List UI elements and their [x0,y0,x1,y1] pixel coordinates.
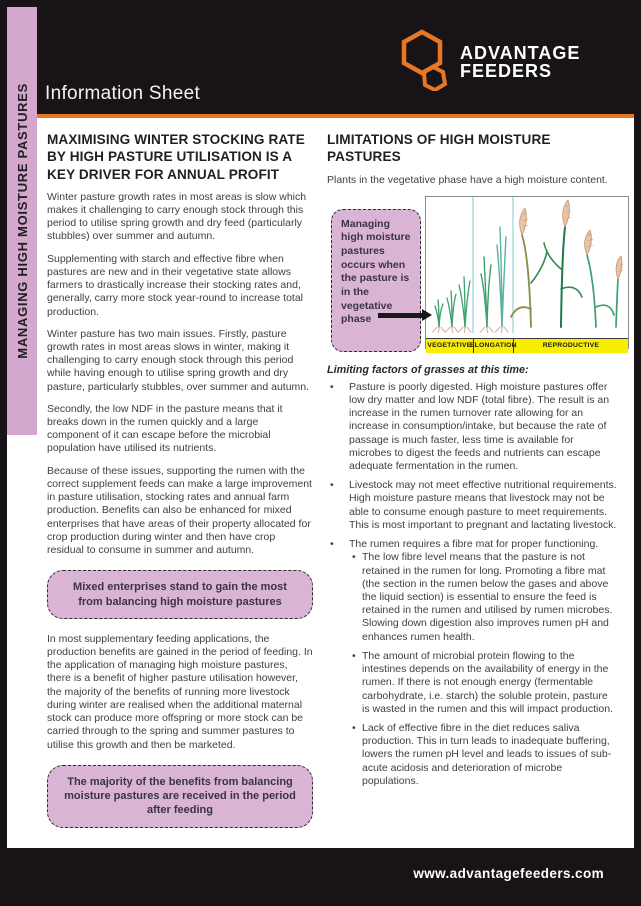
masthead [37,7,634,118]
sidebar-banner [7,7,37,435]
paragraph: Because of these issues, supporting the rumen with the correct supplement feeds can make a large improvement in pasture utilisation, stocking rates and annual farm production. Benefits can also be enhanced for mixed enterprises that have areas of their property allocated for crop production during winter and then have crop residual to consume in summer and autumn. [47,464,312,556]
pasture-stages-illustration [425,196,629,349]
bullet-item: • Pasture is poorly digested. High moisture pastures offer low dry matter and low NDF (total fibre). The result is an increase in the rumen turnover rate allowing for an increase in consumption/intake, but because the rate of passage is much faster, less time is available for microbes to digest the feeds and nutrients can escape adequate fermentation in the rumen. [327,381,617,474]
content-area [7,118,634,848]
page-title: Information Sheet [45,83,201,104]
sidebar-vertical-label: MANAGING HIGH MOISTURE PASTURES [14,83,30,359]
callout-mixed-enterprises: Mixed enterprises stand to gain the most from balancing high moisture pastures [47,570,313,619]
advantage-feeders-logo [397,29,580,96]
hexagon-logo-icon [397,29,449,96]
paragraph: In most supplementary feeding applications, the production benefits are gained in the period of feeding. In the application of managing high moisture pastures, there is a benefit of higher pasture utilisation however, the majority of the benefits of running more livestock during winter are realised when the additional maternal stock can produce more offspring or more stock can be carried through to the spring and summer pastures to utilise this growth and then be marketed. [47,632,313,751]
stage-label-elongation: ELONGATION [473,339,513,353]
footer-bar [7,848,634,899]
paragraph: Plants in the vegetative phase have a high moisture content. [327,173,608,186]
footer-website-link[interactable]: www.advantagefeeders.com [413,866,604,881]
paragraph: Supplementing with starch and effective fibre when pastures are new and in their vegetative state allows farmers to drastically increase their stocking rates and, generally, carry more stock year-round to increase total production. [47,252,303,318]
limiting-factors-heading: Limiting factors of grasses at this time: [327,363,529,376]
callout-vegetative-phase: Managing high moisture pastures occurs when the pasture is in the vegetative phase [331,209,421,352]
left-column [47,131,313,842]
right-column [327,131,617,794]
sub-bullet-item: • The amount of microbial protein flowing to the intestines depends on the availability of energy in the rumen. If there is not enough energy (fermentable carbohydrate, i.e. starch) the soluble protein, pasture is wasted in the rumen and this will impact production. [352,650,617,716]
arrow-right-icon [378,313,422,318]
callout-benefits-after-feeding: The majority of the benefits from balancing moisture pastures are received in the period after feeding [47,765,313,828]
paragraph: Winter pasture growth rates in most areas is slow which makes it challenging to carry enough stock through this period to utilise spring growth and dry feed (particularly stubbles) over summer and autumn. [47,190,307,243]
left-heading: MAXIMISING WINTER STOCKING RATE BY HIGH PASTURE UTILISATION IS A KEY DRIVER FOR ANNUAL PROFIT [47,132,305,182]
bullet-item: • The rumen requires a fibre mat for proper functioning. [327,538,617,551]
right-heading: LIMITATIONS OF HIGH MOISTURE PASTURES [327,132,551,165]
stage-label-reproductive: REPRODUCTIVE [513,339,628,353]
stage-label-vegetative: VEGETATIVE [427,342,472,350]
growth-stages-figure [327,196,617,356]
stage-label-strip [426,338,628,353]
logo-line-2: FEEDERS [460,60,553,81]
paragraph: Winter pasture has two main issues. Firstly, pasture growth rates in most areas slows in winter, making it challenging to carry enough stock through this period while having enough to utilise spring growth and dry pasture, particularly stubbles, over summer and autumn. [47,327,310,393]
logo-line-1: ADVANTAGE [460,42,581,63]
logo-wordmark [460,42,581,81]
bullet-item: • Livestock may not meet effective nutritional requirements. High moisture pasture means that livestock may not be able to consume enough pasture to meet requirements. This is most important to pregnant and lactating livestock. [327,479,617,532]
grass-drawing [426,197,628,333]
sub-bullet-item: • Lack of effective fibre in the diet reduces saliva production. This in turn leads to inadequate buffering, lowers the rumen pH level and leads to issues of sub-acute acidosis and deterioration of microbe populations. [352,722,617,788]
sub-bullet-item: • The low fibre level means that the pasture is not retained in the rumen for long. Promoting a fibre mat (the section in the rumen below the gases and above the liquid section) is essential to ensure the feed is retained in the rumen and utilised by rumen microbes. Slowing down digestion also improves rumen pH and enhances rumen health. [352,551,617,644]
paragraph: Secondly, the low NDF in the pasture means that it breaks down in the rumen quickly and a large component of it can escape before the microbial population have utilised its nutrients. [47,402,283,455]
